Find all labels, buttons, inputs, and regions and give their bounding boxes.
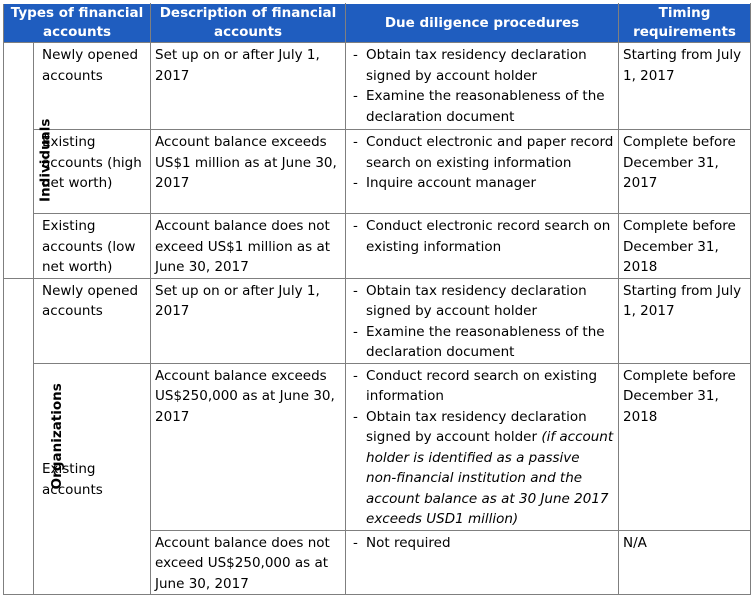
procedures-cell	[346, 363, 619, 530]
account-type: Newly opened accounts	[34, 278, 151, 363]
procedures-cell	[346, 278, 619, 363]
account-description: Set up on or after July 1, 2017	[151, 43, 346, 130]
procedure-item: - Examine the reasonableness of the declaration document	[350, 86, 614, 127]
header-description: Description of financial accounts	[151, 4, 346, 43]
procedure-item	[350, 407, 614, 530]
account-description: Account balance does not exceed US$1 million as at June 30, 2017	[151, 214, 346, 279]
procedures-cell	[346, 214, 619, 279]
header-row	[4, 4, 751, 43]
timing-cell: Complete before December 31, 2018	[619, 363, 751, 530]
account-type: Existing accounts (low net worth)	[34, 214, 151, 279]
account-type: Existing accounts	[34, 363, 151, 595]
table-row	[4, 278, 751, 363]
timing-cell: Complete before December 31, 2017	[619, 130, 751, 214]
procedure-item: - Obtain tax residency declaration signed by account holder	[350, 45, 614, 86]
table-row	[4, 363, 751, 530]
table-row	[4, 43, 751, 130]
procedures-cell	[346, 43, 619, 130]
procedure-item: - Examine the reasonableness of the declaration document	[350, 322, 614, 363]
group-organizations	[4, 278, 65, 595]
procedure-text: Obtain tax residency declaration signed by account holder	[366, 408, 587, 445]
account-type: Existing accounts (high net worth)	[34, 130, 151, 214]
procedure-item: - Conduct electronic record search on existing information	[350, 216, 614, 257]
timing-cell: Starting from July 1, 2017	[619, 278, 751, 363]
account-description: Set up on or after July 1, 2017	[151, 278, 346, 363]
timing-cell: N/A	[619, 530, 751, 595]
account-description: Account balance exceeds US$250,000 as at June 30, 2017	[151, 363, 346, 530]
procedure-item: - Inquire account manager	[350, 173, 614, 194]
group-label-organizations: Organizations	[48, 383, 65, 490]
procedures-cell	[346, 530, 619, 595]
header-timing: Timing requirements	[619, 4, 751, 43]
procedure-item: - Conduct record search on existing information	[350, 366, 614, 407]
group-individuals	[4, 43, 54, 279]
procedure-item: - Not required	[350, 533, 614, 554]
due-diligence-table	[3, 3, 751, 595]
table-row	[4, 130, 751, 214]
header-procedures: Due diligence procedures	[346, 4, 619, 43]
header-types: Types of financial accounts	[4, 4, 151, 43]
timing-cell: Complete before December 31, 2018	[619, 214, 751, 279]
procedure-condition: (if account holder is identified as a passive non-financial institution and the account balance as at 30 June 2017 exceeds USD1 million)	[366, 429, 614, 527]
procedure-item: - Conduct electronic and paper record search on existing information	[350, 132, 614, 173]
procedures-cell	[346, 130, 619, 214]
procedure-item: - Obtain tax residency declaration signed by account holder	[350, 281, 614, 322]
account-type: Newly opened accounts	[34, 43, 151, 130]
account-description: Account balance exceeds US$1 million as at June 30, 2017	[151, 130, 346, 214]
timing-cell: Starting from July 1, 2017	[619, 43, 751, 130]
table-row	[4, 214, 751, 279]
account-description: Account balance does not exceed US$250,000 as at June 30, 2017	[151, 530, 346, 595]
group-label-individuals: Individuals	[37, 118, 54, 202]
